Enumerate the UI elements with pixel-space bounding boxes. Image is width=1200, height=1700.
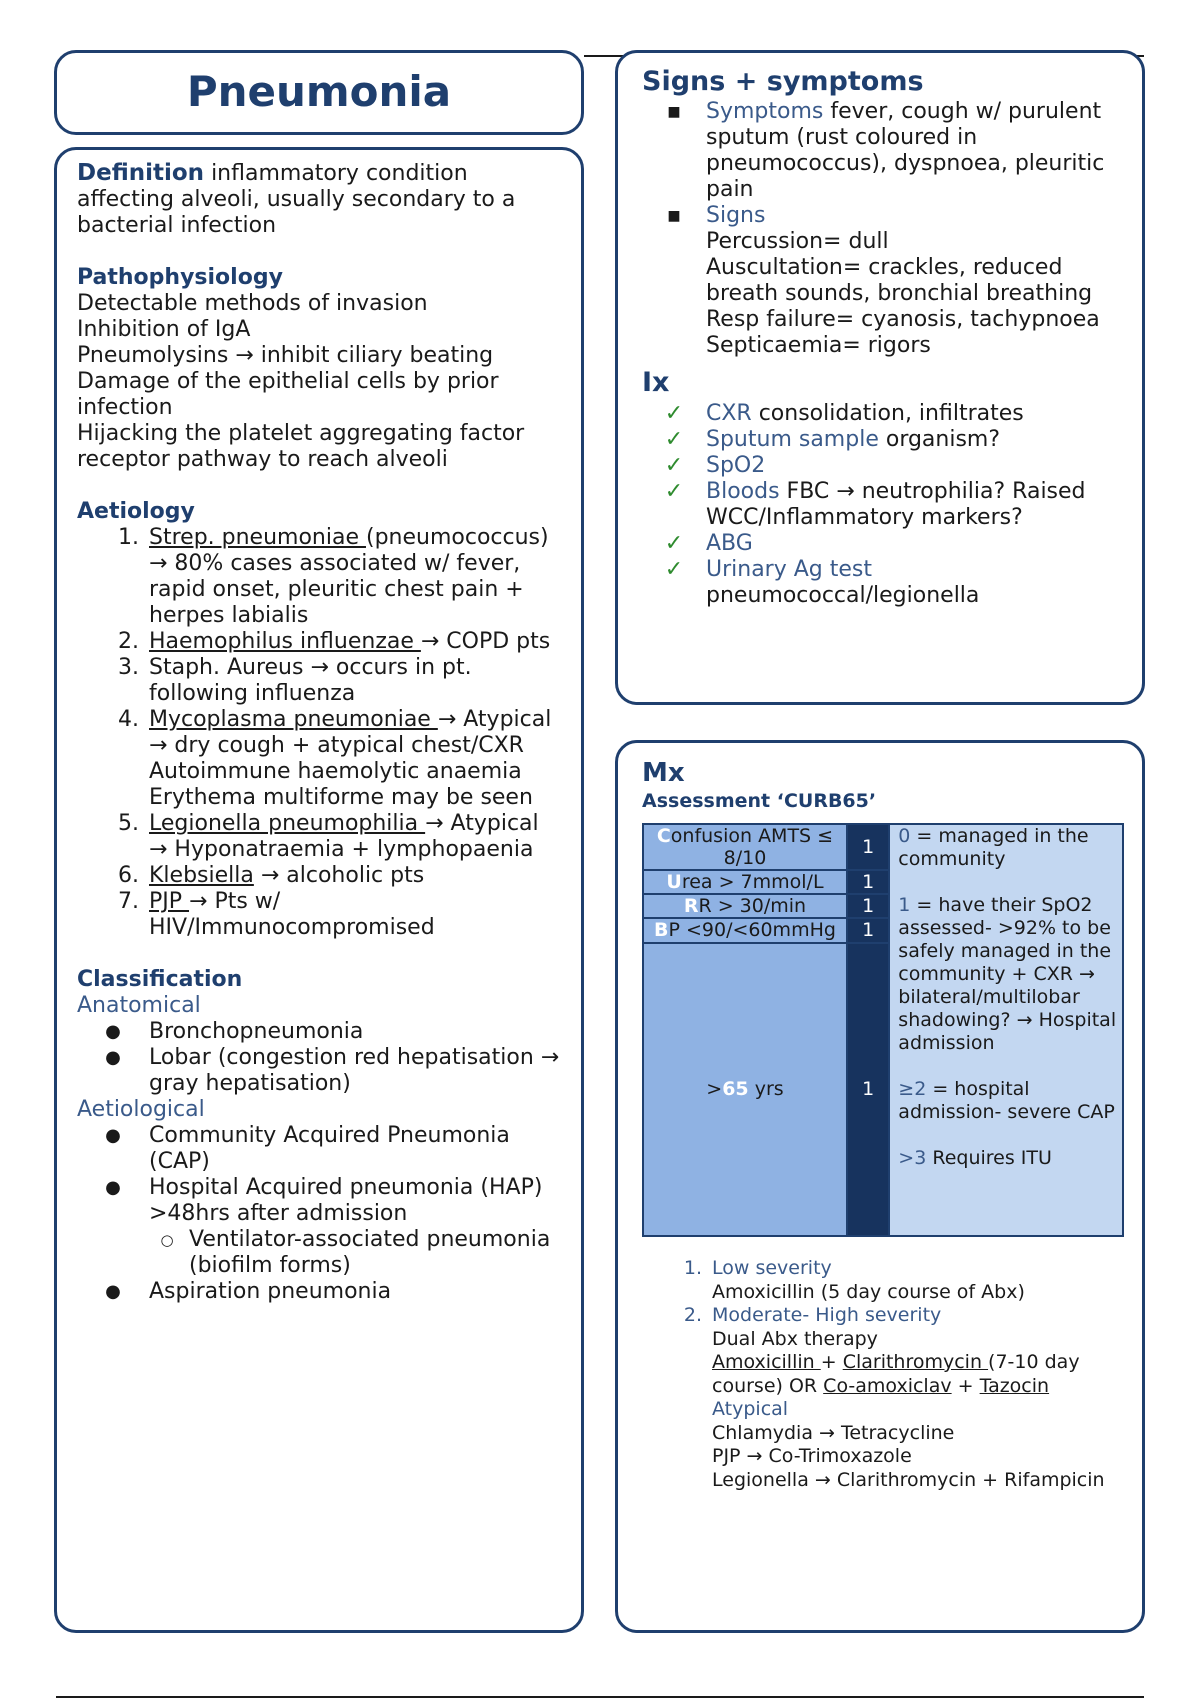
check-icon: ✓ — [664, 401, 684, 426]
definition-section — [77, 160, 563, 239]
list-item: 2. Moderate- High severity Dual Abx therapy Amoxicillin + Clarithromycin (7-10 day course) OR Co-amoxiclav + Tazocin Atypical Chlamydia → Tetracycline PJP → Co-Trimoxazole Legionella → Clarithromycin + Rifampicin — [683, 1304, 1105, 1491]
list-item: ✓ Bloods FBC → neutrophilia? Raised WCC/Inflammatory markers? — [642, 479, 1124, 531]
signs-heading: Signs + symptoms — [642, 66, 924, 97]
organism-name: Strep. pneumoniae — [149, 525, 366, 550]
treatment-list — [642, 1257, 1124, 1492]
list-item: 1. Strep. pneumoniae (pneumococcus) → 80% cases associated w/ fever, rapid onset, pleuritic chest pain + herpes labialis — [118, 525, 549, 628]
list-item: ● Hospital Acquired pneumonia (HAP) >48hrs after admission — [105, 1175, 543, 1226]
symptoms-label: Symptoms — [706, 99, 824, 124]
check-icon: ✓ — [664, 557, 684, 582]
aetiology-list — [77, 525, 563, 941]
pathophysiology-heading: Pathophysiology — [77, 265, 283, 290]
patho-line: Inhibition of IgA — [77, 317, 251, 342]
list-item: 7. PJP → Pts w/ HIV/Immunocompromised — [118, 889, 435, 940]
list-item: 6. Klebsiella → alcoholic pts — [118, 863, 425, 888]
organism-name: Haemophilus influenzae — [149, 629, 421, 654]
organism-name: Legionella pneumophilia — [149, 811, 426, 836]
list-item: ● Lobar (congestion red hepatisation → gray hepatisation) — [105, 1045, 560, 1096]
list-item: ■ Symptoms fever, cough w/ purulent sputum (rust coloured in pneumococcus), dyspnoea, pleuritic pain — [667, 99, 1105, 202]
footer-rule — [56, 1696, 1144, 1698]
definition-heading: Definition — [77, 160, 205, 186]
list-item: ✓ Urinary Ag test pneumococcal/legionella — [642, 557, 1124, 609]
patho-line: Pneumolysins → inhibit ciliary beating — [77, 343, 494, 368]
anatomical-list — [77, 1019, 563, 1097]
curb65-interpretation: 0 = managed in the community 1 = have their SpO2 assessed- >92% to be safely managed in the community + CXR → bilateral/multilobar shadowing? → Hospital admission ≥2 = hospital admission- severe CAP >3 Requires ITU — [898, 825, 1117, 1169]
anatomical-label: Anatomical — [77, 993, 201, 1018]
patho-line: Hijacking the platelet aggregating factor receptor pathway to reach alveoli — [77, 421, 525, 472]
organism-name: PJP — [149, 889, 190, 914]
list-item: 2. Haemophilus influenzae → COPD pts — [118, 629, 551, 654]
table-row: Confusion AMTS ≤ 8/10 1 0 = managed in the community 1 = have their SpO2 assessed- >92% to be safely managed in the community + CXR → bilateral/multilobar shadowing? → Hospital admission ≥2 = hospital admission- severe CAP >3 Requires ITU — [643, 824, 1123, 870]
ix-heading: Ix — [642, 367, 670, 398]
aetiological-list — [77, 1123, 563, 1227]
list-item: ● Bronchopneumonia — [105, 1019, 364, 1044]
signs-list — [642, 99, 1124, 359]
patho-line: Detectable methods of invasion — [77, 291, 428, 316]
list-item: ✓ Sputum sample organism? — [642, 427, 1124, 453]
table-row: >65 yrs 1 — [643, 943, 1123, 1236]
ix-list — [642, 401, 1124, 609]
list-item: ✓ SpO2 — [642, 453, 1124, 479]
check-icon: ✓ — [664, 427, 684, 452]
list-item: ■ Signs Percussion= dull Auscultation= crackles, reduced breath sounds, bronchial breathing Resp failure= cyanosis, tachypnoea Septicaemia= rigors — [667, 203, 1100, 358]
page-title: Pneumonia — [186, 67, 452, 116]
list-item: 1. Low severity Amoxicillin (5 day course of Abx) — [683, 1257, 1025, 1303]
list-item: ● Aspiration pneumonia — [105, 1279, 392, 1304]
title-card — [54, 50, 584, 135]
table-row: BP <90/<60mmHg 1 — [643, 918, 1123, 942]
organism-name: Klebsiella — [149, 863, 254, 888]
check-icon: ✓ — [664, 453, 684, 478]
list-item: ○ Ventilator-associated pneumonia (biofilm forms) — [160, 1227, 551, 1278]
sub-list — [77, 1227, 563, 1279]
aetiological-list-cont — [77, 1279, 563, 1305]
organism-name: Mycoplasma pneumoniae — [149, 707, 438, 732]
list-item: ✓ ABG — [642, 531, 1124, 557]
curb65-heading: Assessment ‘CURB65’ — [642, 790, 877, 812]
list-item: 4. Mycoplasma pneumoniae → Atypical → dry cough + atypical chest/CXR Autoimmune haemolytic anaemia Erythema multiforme may be seen — [118, 707, 552, 810]
classification-heading: Classification — [77, 967, 243, 992]
signs-label: Signs — [706, 203, 766, 228]
list-item: 3. Staph. Aureus → occurs in pt. following influenza — [118, 655, 472, 706]
check-icon: ✓ — [664, 531, 684, 556]
table-row: Urea > 7mmol/L 1 — [643, 870, 1123, 894]
signs-ix-card — [615, 50, 1145, 705]
management-card — [615, 740, 1145, 1633]
mx-heading: Mx — [642, 758, 685, 788]
list-item: ● Community Acquired Pneumonia (CAP) — [105, 1123, 510, 1174]
check-icon: ✓ — [664, 479, 684, 504]
list-item: ✓ CXR consolidation, infiltrates — [642, 401, 1124, 427]
curb65-table — [642, 823, 1124, 1237]
table-row: RR > 30/min 1 — [643, 894, 1123, 918]
aetiological-label: Aetiological — [77, 1097, 205, 1122]
patho-line: Damage of the epithelial cells by prior infection — [77, 369, 499, 420]
definition-text: inflammatory condition affecting alveoli, usually secondary to a bacterial infection — [77, 161, 516, 238]
aetiology-heading: Aetiology — [77, 499, 195, 524]
overview-card — [54, 147, 584, 1633]
list-item: 5. Legionella pneumophilia → Atypical → Hyponatraemia + lymphopaenia — [118, 811, 539, 862]
